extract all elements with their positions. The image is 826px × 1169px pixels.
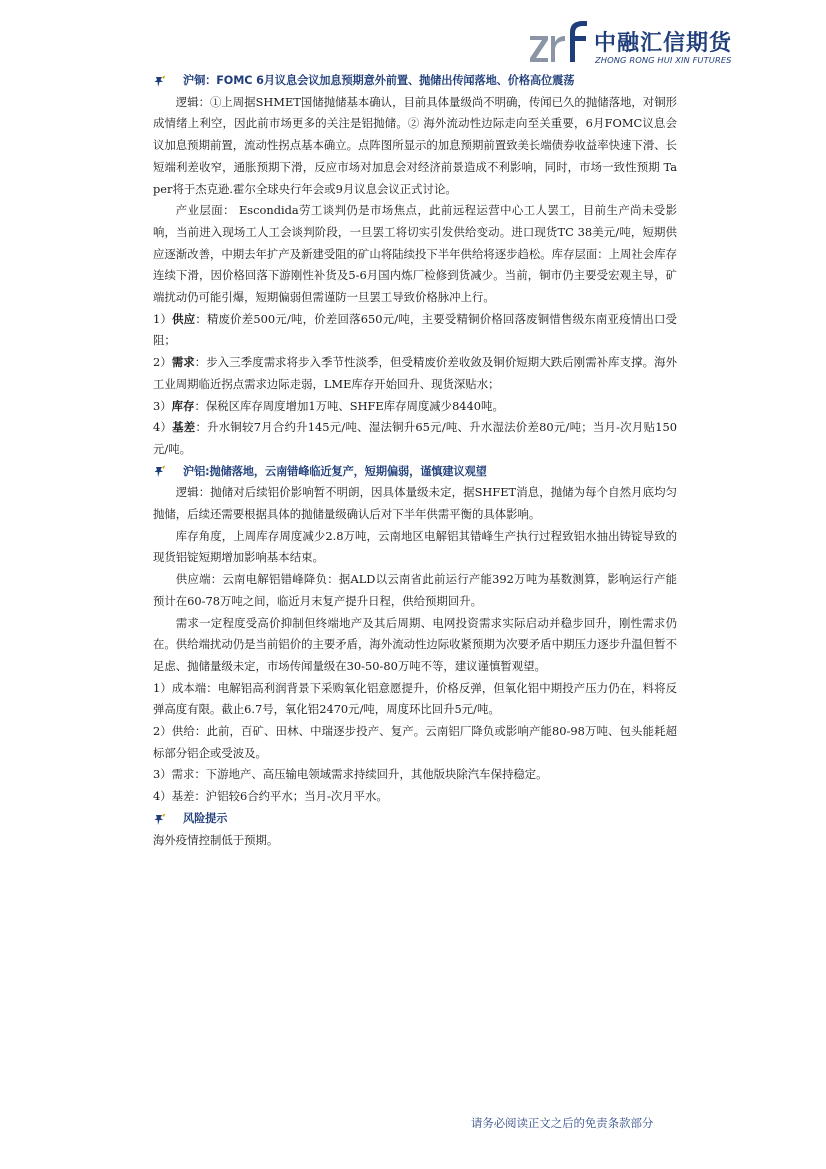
aluminum-item-basis: 4）基差：沪铝较6合约平水；当月-次月平水。 — [153, 789, 388, 804]
aluminum-item-demand: 3）需求：下游地产、高压输电领域需求持续回升，其他版块除汽车保持稳定。 — [153, 767, 548, 782]
copper-industry-paragraph: 产业层面： Escondida劳工谈判仍是市场焦点，此前远程运营中心工人罢工，目前生产尚未受影响，当前进入现场工人工会谈判阶段，一旦罢工将切实引发供给变动。进口现货TC 38美元/吨，短期供应逐渐改善，中期去年扩产及新建受阻的矿山将陆续投下半年供给将逐步趋松。库存层面：上周社会库存连续下滑，因价格回落下游刚性补货及5-6月国内炼厂检修到货减少。当前，铜市仍主要受宏观主导，矿端扰动仍可能引爆，短期偏弱但需谨防一旦罢工导致价格脉冲上行。 — [153, 203, 677, 305]
copper-item-text: ：精废价差500元/吨，价差回落650元/吨，主要受精铜价格回落废铜惜售级东南亚疫情出口受阻； — [153, 311, 677, 348]
logo-mark-icon — [528, 18, 590, 70]
section-heading-risk — [153, 808, 677, 830]
section-heading-aluminum-text: 沪铝:抛储落地，云南错峰临近复产，短期偏弱，谨慎建议观望 — [183, 464, 487, 478]
copper-item-text: ：保税区库存周度增加1万吨、SHFE库存周度减少8440吨。 — [194, 398, 504, 413]
copper-item-prefix: 2） — [153, 355, 172, 370]
logo-english-name: ZHONG RONG HUI XIN FUTURES — [595, 55, 732, 65]
copper-item-demand — [153, 352, 677, 395]
copper-logic-paragraph: 逻辑：①上周据SHMET国储抛储基本确认，目前具体量级尚不明确，传闻已久的抛储落地，对铜形成情绪上利空，因此前市场更多的关注是铝抛储。② 海外流动性边际走向至关重要，6月FOMC议息会议加息预期前置，流动性拐点基本确立。点阵图所显示的加息预期前置致美长端债券收益率快速下滑、长短端利差收窄，通胀预期下滑，反应市场对加息会对经济前景造成不利影响，同时，市场一致性预期 Taper将于杰克逊.霍尔全球央行年会或9月议息会议正式讨论。 — [153, 94, 677, 196]
copper-item-prefix: 4） — [153, 420, 173, 435]
aluminum-item-cost: 1）成本端：电解铝高利润背景下采购氧化铝意愿提升，价格反弹，但氧化铝中期投产压力仍在，料将反弹高度有限。截止6.7号，氧化铝2470元/吨，周度环比回升5元/吨。 — [153, 680, 677, 717]
logo-chinese-name: 中融汇信期货 — [594, 31, 733, 56]
risk-text: 海外疫情控制低于预期。 — [153, 832, 279, 847]
section-heading-risk-text: 风险提示 — [183, 811, 228, 825]
copper-item-inventory — [153, 396, 677, 418]
section-heading-copper — [153, 70, 677, 92]
section-heading-aluminum — [153, 461, 677, 483]
pushpin-bullet-icon — [153, 464, 167, 478]
copper-item-label: 库存 — [171, 398, 195, 413]
copper-item-label: 基差 — [172, 420, 196, 435]
aluminum-inventory-paragraph: 库存角度，上周库存周度减少2.8万吨，云南地区电解铝其错峰生产执行过程致铝水抽出铸锭导致的现货铝锭短期增加影响基本结束。 — [153, 528, 677, 565]
aluminum-item-supply: 2）供给：此前，百矿、田林、中瑞逐步投产、复产。云南铝厂降负或影响产能80-98万吨、包头能耗超标部分铝企或受波及。 — [153, 724, 677, 760]
copper-item-text: ：升水铜较7月合约升145元/吨、湿法铜升65元/吨、升水湿法价差80元/吨；当月-次月贴150元/吨。 — [153, 420, 677, 456]
aluminum-demand-paragraph: 需求一定程度受高价抑制但终端地产及其后周期、电网投资需求实际启动并稳步回升，刚性需求仍在。供给端扰动仍是当前铝价的主要矛盾，海外流动性边际收紧预期为次要矛盾中期压力逐步升温但暂不足虑、抛储量级未定，市场传闻量级在30-50-80万吨不等，建议谨慎暂观望。 — [153, 615, 677, 673]
aluminum-supply-paragraph: 供应端：云南电解铝错峰降负：据ALD以云南省此前运行产能392万吨为基数测算，影响运行产能预计在60-78万吨之间，临近月末复产提升日程，供给预期回升。 — [153, 572, 677, 608]
aluminum-logic-paragraph: 逻辑：抛储对后续铝价影响暂不明朗，因具体量级未定，据SHFET消息，抛储为每个自然月底均匀抛储，后续还需要根据具体的抛储量级确认后对下半年供需平衡的具体影响。 — [153, 485, 677, 522]
pushpin-bullet-icon — [153, 812, 167, 826]
pushpin-bullet-icon — [153, 74, 167, 88]
copper-item-label: 需求 — [171, 355, 195, 370]
copper-item-text: ：步入三季度需求将步入季节性淡季，但受精废价差收敛及铜价短期大跌后刚需补库支撑。海外工业周期临近拐点需求边际走弱，LME库存开始回升、现货深贴水； — [153, 355, 677, 391]
section-heading-copper-text: 沪铜：FOMC 6月议息会议加息预期意外前置、抛储出传闻落地、价格高位震荡 — [183, 74, 575, 87]
company-logo — [528, 16, 733, 74]
copper-item-prefix: 1） — [153, 311, 173, 326]
copper-item-basis — [153, 417, 677, 460]
copper-item-supply — [153, 309, 677, 352]
disclaimer-footer: 请务必阅读正文之后的免责条款部分 — [471, 1116, 654, 1130]
report-body — [153, 70, 677, 851]
copper-item-prefix: 3） — [153, 398, 172, 413]
copper-item-label: 供应 — [172, 311, 196, 326]
